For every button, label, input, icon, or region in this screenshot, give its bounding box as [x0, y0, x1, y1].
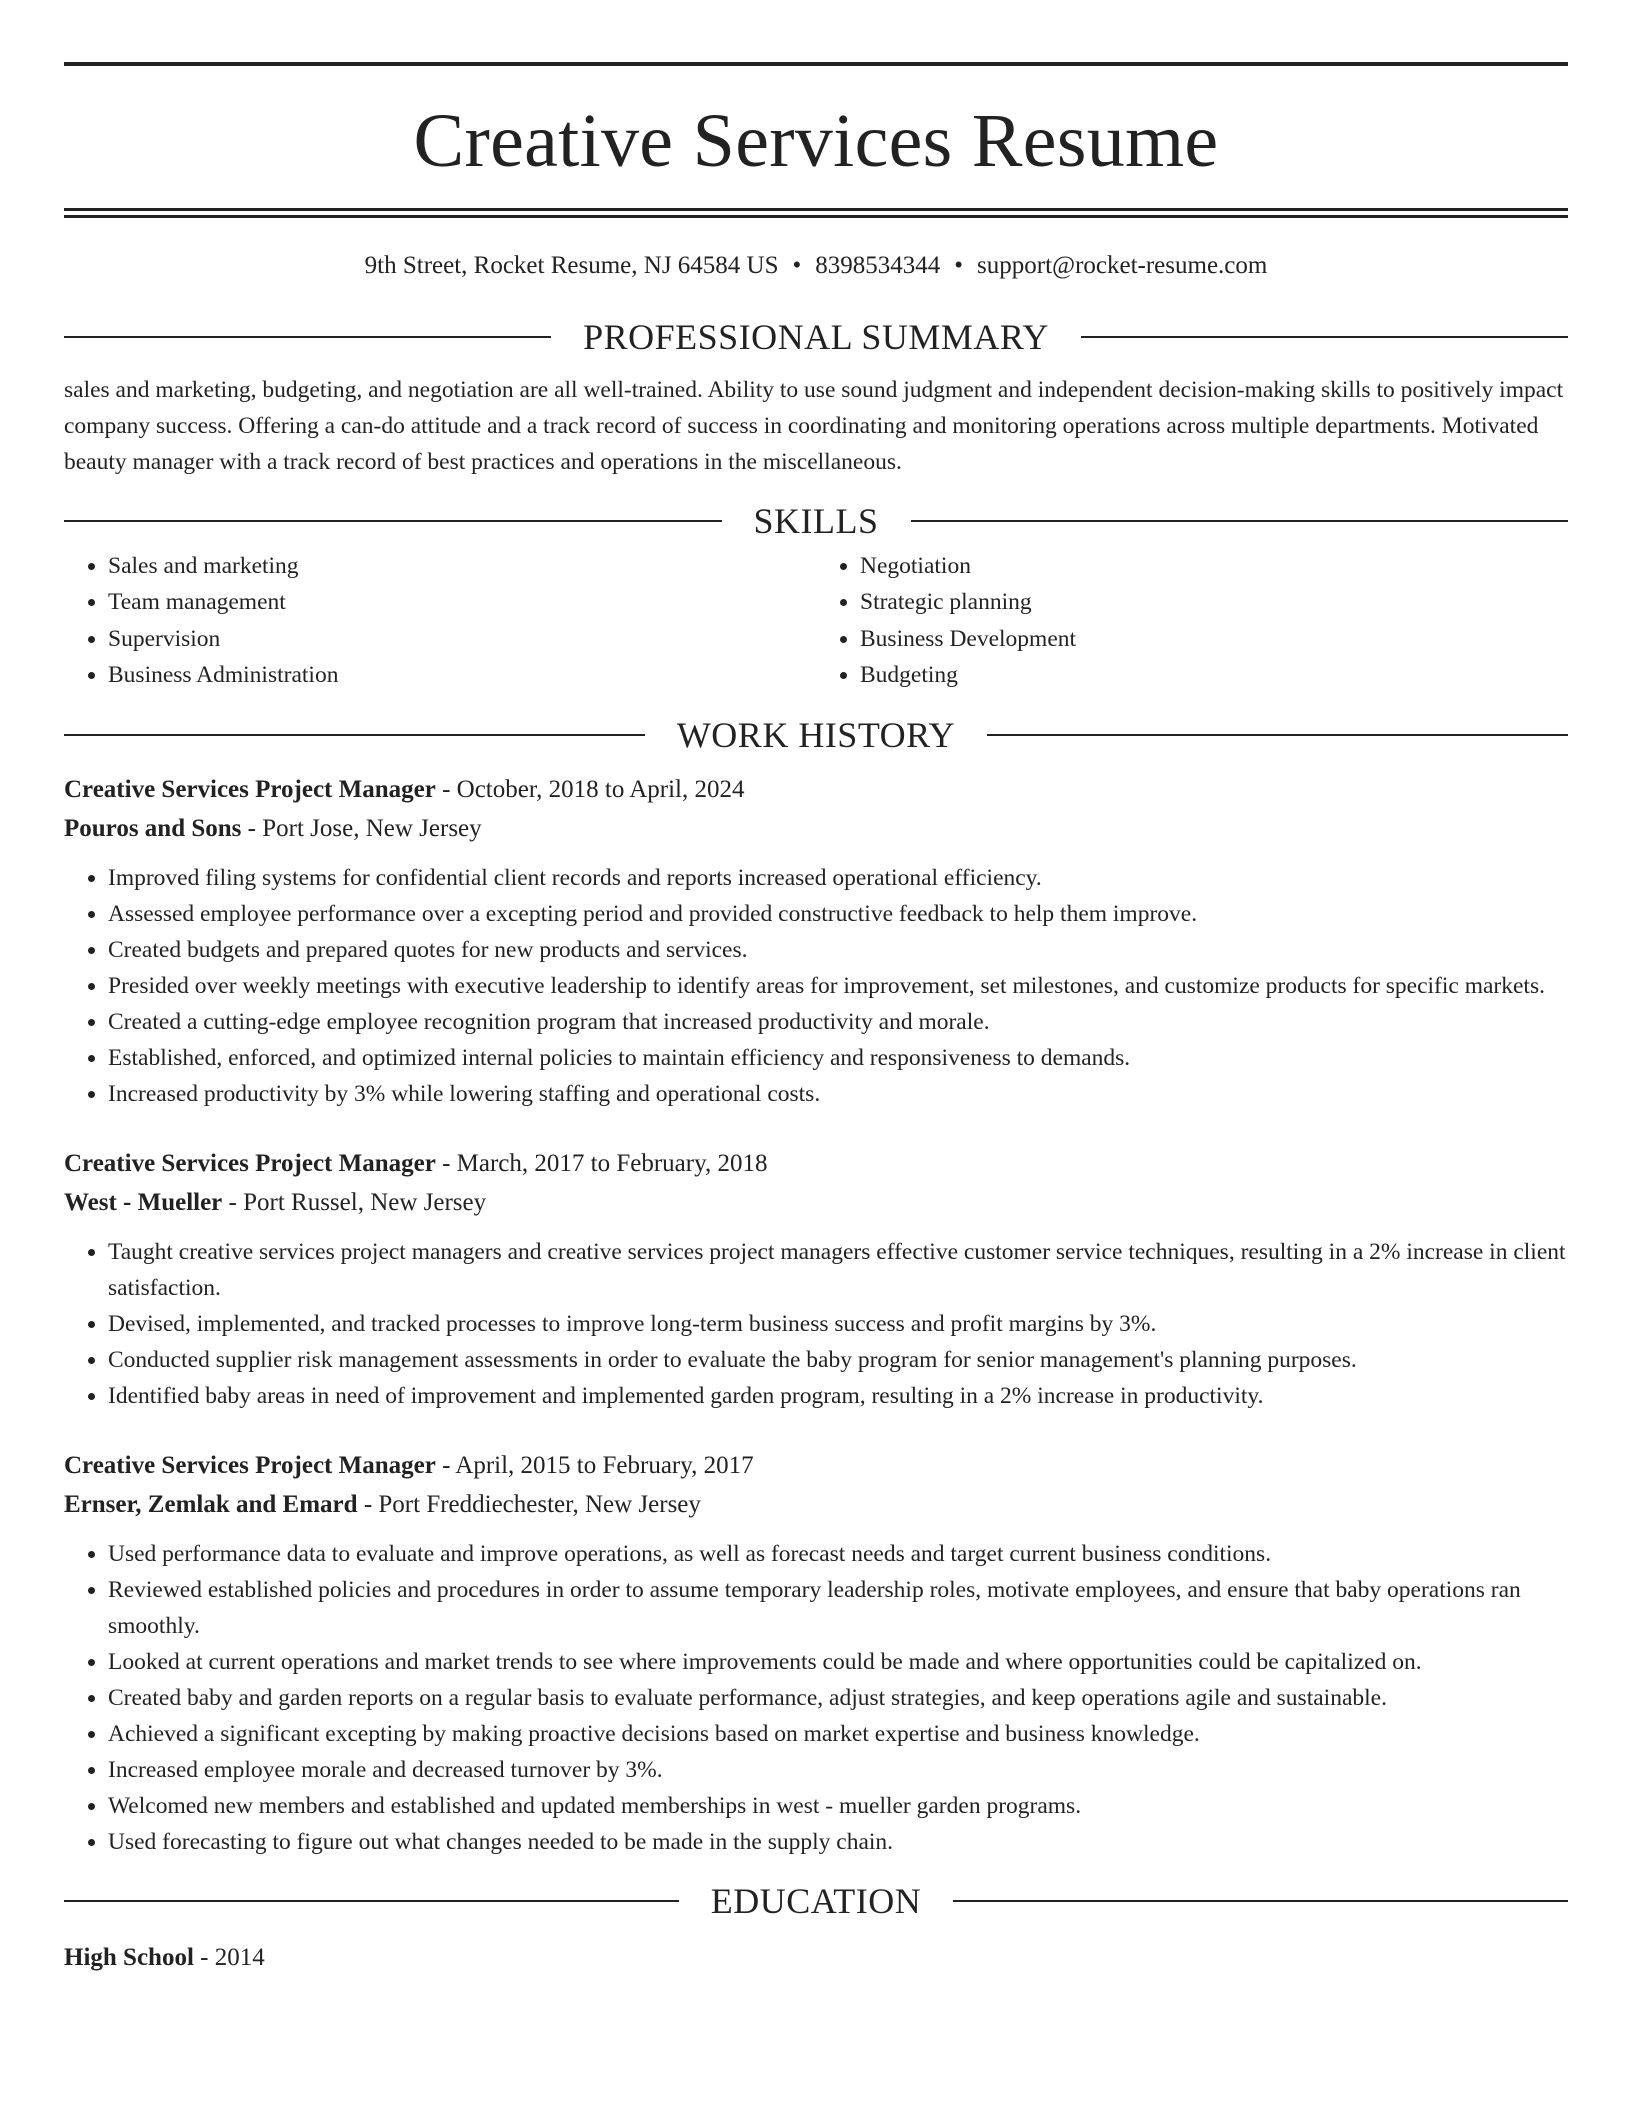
- divider-line: [987, 734, 1568, 736]
- summary-text: sales and marketing, budgeting, and negotiation are all well-trained. Ability to use sound judgment and independent decision-making skills to positively impact company success. Offering a can-do attitude and a track record of success in coordinating and monitoring operations across multiple departments. Motivated beauty manager with a track record of best practices and operations in the miscellaneous.: [64, 376, 1564, 475]
- skills-column-left: [64, 548, 816, 694]
- job-bullet: • Established, enforced, and optimized internal policies to maintain efficiency and responsiveness to demands.: [108, 1040, 1568, 1076]
- title-double-rule: [64, 208, 1568, 218]
- top-rule: [64, 62, 1568, 66]
- job-location: - Port Jose, New Jersey: [241, 814, 482, 842]
- divider-line: [64, 1900, 679, 1902]
- education-heading: EDUCATION: [710, 1880, 922, 1921]
- skill-item: • Team management: [108, 584, 816, 621]
- job-bullet: • Created a cutting-edge employee recognition program that increased productivity and morale.: [108, 1004, 1568, 1040]
- job-title-line: [64, 770, 1568, 809]
- job-bullet: • Created baby and garden reports on a regular basis to evaluate performance, adjust strategies, and keep operations agile and sustainable.: [108, 1680, 1568, 1716]
- divider-line: [953, 1900, 1568, 1902]
- job-bullet: • Reviewed established policies and procedures in order to assume temporary leadership roles, motivate employees, and ensure that baby operations ran smoothly.: [108, 1572, 1568, 1644]
- skill-item: • Sales and marketing: [108, 548, 816, 585]
- skill-item: • Business Administration: [108, 657, 816, 694]
- job-bullet: • Increased productivity by 3% while lowering staffing and operational costs.: [108, 1076, 1568, 1112]
- resume-content: [64, 62, 1568, 1977]
- job-company-line: [64, 1183, 1568, 1222]
- job-company-line: [64, 1485, 1568, 1524]
- job-title: Creative Services Project Manager: [64, 1149, 436, 1177]
- job-bullet: • Devised, implemented, and tracked processes to improve long-term business success and profit margins by 3%.: [108, 1306, 1568, 1342]
- job-bullet: • Conducted supplier risk management assessments in order to evaluate the baby program for senior management's planning purposes.: [108, 1342, 1568, 1378]
- skill-item: • Business Development: [860, 621, 1568, 658]
- divider-line: [64, 336, 551, 338]
- job-bullet: • Taught creative services project managers and creative services project managers effective customer service techniques, resulting in a 2% increase in client satisfaction.: [108, 1234, 1568, 1306]
- job-company: Ernser, Zemlak and Emard: [64, 1490, 358, 1518]
- education-entry: [64, 1938, 1568, 1977]
- work-heading: WORK HISTORY: [676, 714, 956, 755]
- job-location: - Port Russel, New Jersey: [222, 1188, 487, 1216]
- job-bullet: • Looked at current operations and market trends to see where improvements could be made and where opportunities could be capitalized on.: [108, 1644, 1568, 1680]
- divider-line: [64, 520, 722, 522]
- job-location: - Port Freddiechester, New Jersey: [357, 1490, 701, 1518]
- job-dates: - October, 2018 to April, 2024: [435, 775, 745, 803]
- job-bullet: • Used performance data to evaluate and improve operations, as well as forecast needs and target current business conditions.: [108, 1536, 1568, 1572]
- skill-item: • Budgeting: [860, 657, 1568, 694]
- skills-heading: SKILLS: [753, 500, 879, 541]
- skill-item: • Negotiation: [860, 548, 1568, 585]
- job-bullet: • Used forecasting to figure out what changes needed to be made in the supply chain.: [108, 1824, 1568, 1860]
- job-bullets: [64, 1234, 1568, 1414]
- skills-list: [64, 548, 1568, 694]
- contact-separator: •: [954, 251, 964, 279]
- contact-separator: •: [792, 251, 802, 279]
- job-bullet: • Presided over weekly meetings with executive leadership to identify areas for improvement, set milestones, and customize products for specific markets.: [108, 968, 1568, 1004]
- contact-address: 9th Street, Rocket Resume, NJ 64584 US: [364, 251, 779, 279]
- education-year: - 2014: [193, 1943, 265, 1971]
- resume-title: Creative Services Resume: [413, 99, 1219, 183]
- job-bullet: • Improved filing systems for confidential client records and reports increased operational efficiency.: [108, 860, 1568, 896]
- job-title: Creative Services Project Manager: [64, 775, 436, 803]
- summary-section-heading: [64, 316, 1568, 358]
- job-entry: [64, 1446, 1568, 1860]
- job-entry: [64, 1144, 1568, 1414]
- job-bullets: [64, 1536, 1568, 1860]
- skills-section-heading: [64, 500, 1568, 542]
- job-bullet: • Increased employee morale and decreased turnover by 3%.: [108, 1752, 1568, 1788]
- divider-line: [1081, 336, 1568, 338]
- education-section-heading: [64, 1880, 1568, 1922]
- skill-item: • Strategic planning: [860, 584, 1568, 621]
- job-dates: - March, 2017 to February, 2018: [435, 1149, 768, 1177]
- summary-heading: PROFESSIONAL SUMMARY: [583, 316, 1049, 357]
- divider-line: [911, 520, 1569, 522]
- job-dates: - April, 2015 to February, 2017: [435, 1451, 754, 1479]
- skills-column-right: [816, 548, 1568, 694]
- job-title-line: [64, 1144, 1568, 1183]
- job-company-line: [64, 809, 1568, 848]
- job-bullet: • Created budgets and prepared quotes for new products and services.: [108, 932, 1568, 968]
- skill-item: • Supervision: [108, 621, 816, 658]
- job-title: Creative Services Project Manager: [64, 1451, 436, 1479]
- job-company: Pouros and Sons: [64, 814, 242, 842]
- job-title-line: [64, 1446, 1568, 1485]
- contact-phone: 8398534344: [815, 251, 941, 279]
- contact-email: support@rocket-resume.com: [977, 251, 1268, 279]
- work-history-list: [64, 770, 1568, 1860]
- education-school: High School: [64, 1943, 194, 1971]
- job-bullet: • Achieved a significant excepting by making proactive decisions based on market expertise and business knowledge.: [108, 1716, 1568, 1752]
- job-bullet: • Assessed employee performance over a excepting period and provided constructive feedback to help them improve.: [108, 896, 1568, 932]
- contact-line: [64, 252, 1568, 280]
- job-bullets: [64, 860, 1568, 1112]
- job-bullet: • Welcomed new members and established and updated memberships in west - mueller garden programs.: [108, 1788, 1568, 1824]
- job-entry: [64, 770, 1568, 1112]
- job-company: West - Mueller: [64, 1188, 223, 1216]
- job-bullet: • Identified baby areas in need of improvement and implemented garden program, resulting in a 2% increase in productivity.: [108, 1378, 1568, 1414]
- divider-line: [64, 734, 645, 736]
- work-section-heading: [64, 714, 1568, 756]
